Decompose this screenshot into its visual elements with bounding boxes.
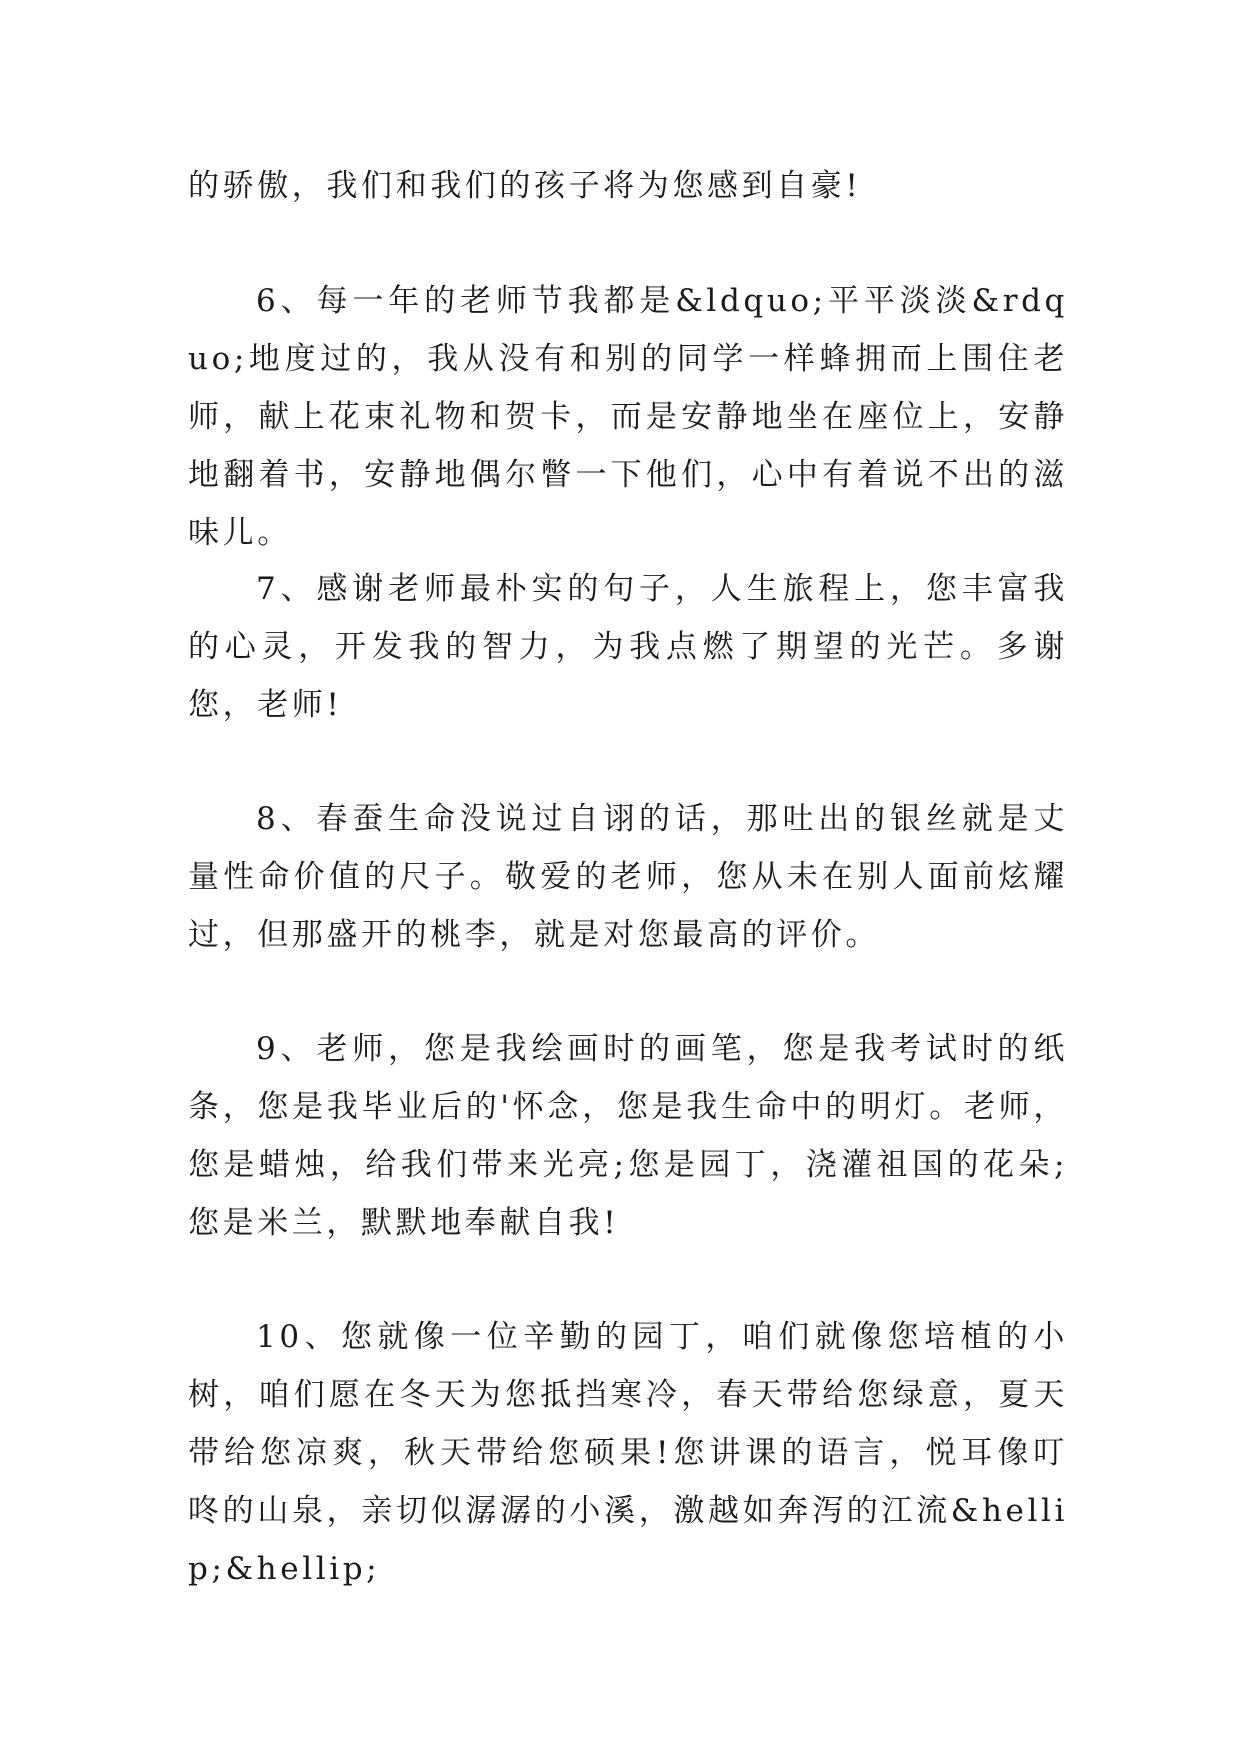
paragraph-item-10: 10、您就像一位辛勤的园丁，咱们就像您培植的小树，咱们愿在冬天为您抵挡寒冷，春天带给您绿意，夏天带给您凉爽，秋天带给您硕果!您讲课的语言，悦耳像叮咚的山泉，亲切似潺潺的小溪，激越如奔泻的江流&hellip;&hellip; (188, 1319, 1068, 1587)
paragraph-item-8: 8、春蚕生命没说过自诩的话，那吐出的银丝就是丈量性命价值的尺子。敬爱的老师，您从未在别人面前炫耀过，但那盛开的桃李，就是对您最高的评价。 (188, 801, 1068, 953)
paragraph-continuation: 的骄傲，我们和我们的孩子将为您感到自豪! (188, 168, 862, 204)
paragraph-item-9: 9、老师，您是我绘画时的画笔，您是我考试时的纸条，您是我毕业后的'怀念，您是我生命中的明灯。老师，您是蜡烛，给我们带来光亮;您是园丁，浇灌祖国的花朵;您是米兰，默默地奉献自我! (188, 1031, 1068, 1241)
paragraph-item-7: 7、感谢老师最朴实的句子，人生旅程上，您丰富我的心灵，开发我的智力，为我点燃了期望的光芒。多谢您，老师! (188, 571, 1068, 723)
paragraph-item-6: 6、每一年的老师节我都是&ldquo;平平淡淡&rdquo;地度过的，我从没有和别的同学一样蜂拥而上围住老师，献上花束礼物和贺卡，而是安静地坐在座位上，安静地翻着书，安静地偶尔瞥一下他们，心中有着说不出的滋味儿。 (188, 283, 1068, 551)
